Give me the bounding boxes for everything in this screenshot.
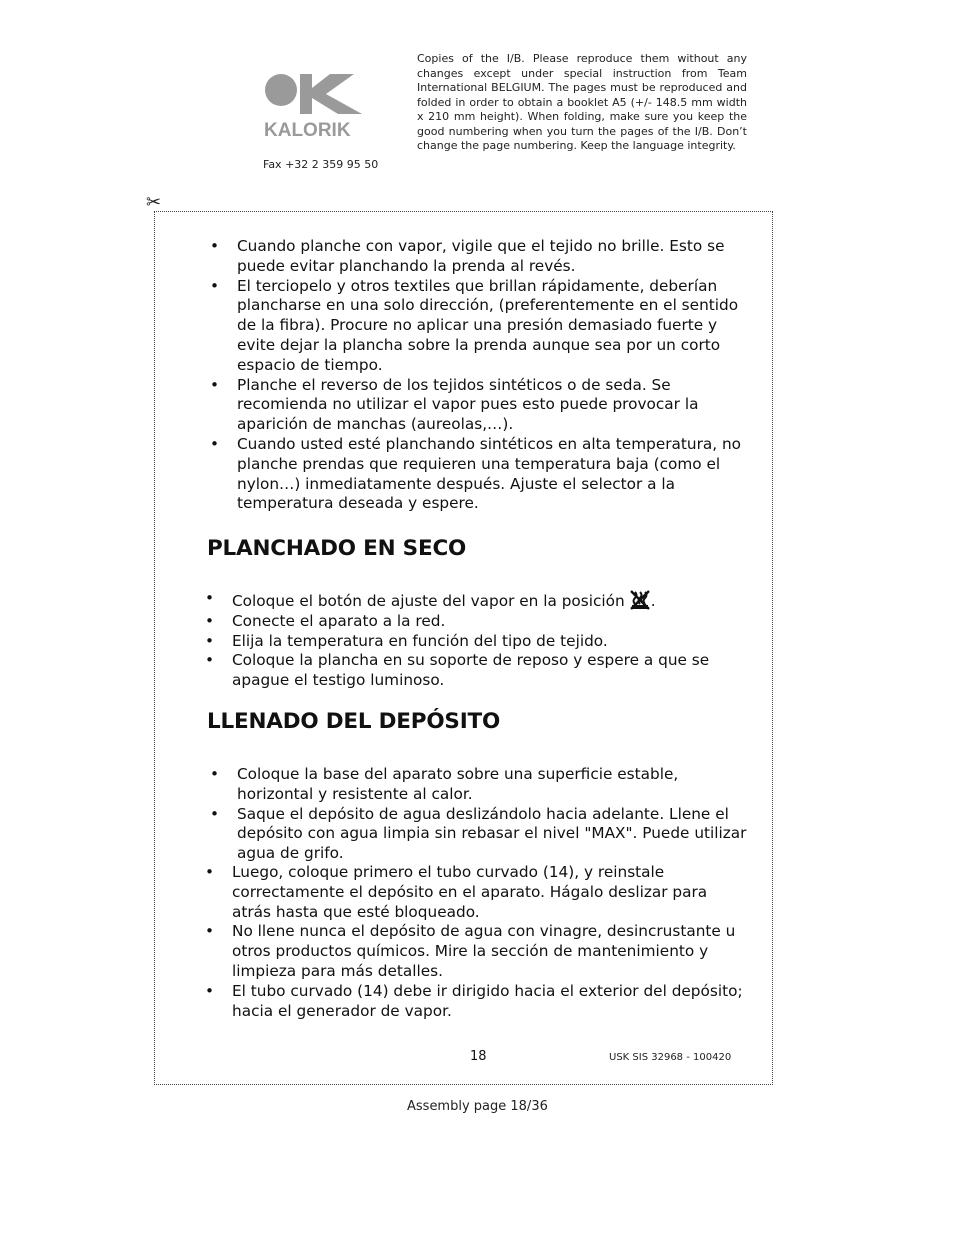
list-item [210,765,747,805]
bullet: • [210,765,220,783]
bullet: • [205,611,215,630]
bullet: • [210,434,220,453]
list-item [205,863,747,922]
list-item [210,276,747,376]
filling-tank-list-a [210,765,747,864]
list-item-text: Coloque la base del aparato sobre una superficie estable, horizontal y resistente al calor. [237,765,679,803]
list-item-text: El terciopelo y otros textiles que brillan rápidamente, deberían plancharse en una solo dirección, (preferentemente en el sentido de la fibra). Procure no aplicar una presión demasiado fuerte y evite dejar la plancha sobre la prenda aunque sea por un corto espacio de tiempo. [237,276,739,374]
list-item [210,237,747,277]
list-item-text: Coloque la plancha en su soporte de reposo y espere a que se apague el testigo luminoso. [232,651,710,690]
list-item-end: . [650,592,656,610]
list-item-text: Cuando usted esté planchando sintéticos en alta temperatura, no planche prendas que requieren una temperatura baja (como el nylon…) inmediatamente después. Ajuste el selector a la temperatura deseada y espere. [237,434,742,513]
ironing-tips-list [210,237,747,514]
page-number: 18 [470,1049,487,1064]
bullet: • [210,375,220,394]
bullet: • [205,589,215,607]
bullet: • [210,237,220,255]
list-item-text: Cuando planche con vapor, vigile que el tejido no brille. Esto se puede evitar planchando la prenda al revés. [237,237,725,275]
section-title-filling-tank: LLENADO DEL DEPÓSITO [207,709,501,734]
assembly-page-label: Assembly page 18/36 [407,1099,548,1114]
list-item [205,922,747,981]
bullet: • [205,981,215,1000]
list-item-text: Elija la temperatura en función del tipo de tejido. [232,631,608,650]
list-item-text: El tubo curvado (14) debe ir dirigido hacia el exterior del depósito; hacia el generador de vapor. [232,981,743,1020]
logo-wordmark: KALORIK [264,120,351,140]
dry-ironing-list [205,589,747,691]
filling-tank-list-b [205,863,747,1021]
reproduction-notice: Copies of the I/B. Please reproduce them without any changes except under special instruction from Team International BELGIUM. The pages must be reproduced and folded in order to obtain a booklet A5 (+/- 148.5 mm width x 210 mm height). When folding, make sure you keep the good numbering when you turn the pages of the I/B. Don’t change the page numbering. Keep the language integrity. [417,52,747,152]
bullet: • [205,863,215,881]
bullet: • [205,631,215,650]
bullet: • [210,276,220,295]
list-item [205,981,747,1022]
bullet: • [205,651,215,670]
document-reference: USK SIS 32968 - 100420 [609,1052,732,1063]
list-item [210,434,747,514]
section-title-dry-ironing: PLANCHADO EN SECO [207,536,467,561]
list-item-text: Conecte el aparato a la red. [232,611,446,630]
no-steam-icon [629,589,651,611]
kalorik-logo [262,70,370,140]
list-item [205,611,747,632]
list-item-text: Coloque el botón de ajuste del vapor en la posición [232,592,625,610]
list-item [210,375,747,435]
list-item-text: Saque el depósito de agua deslizándolo hacia adelante. Llene el depósito con agua limpia sin rebasar el nivel "MAX". Puede utilizar agua de grifo. [237,804,747,863]
list-item [205,631,747,652]
list-item-text: Planche el reverso de los tejidos sintéticos o de seda. Se recomienda no utilizar el vapor pues esto puede provocar la aparición de manchas (aureolas,…). [237,375,699,434]
list-item-text: Luego, coloque primero el tubo curvado (14), y reinstale correctamente el depósito en el aparato. Hágalo deslizar para atrás hasta que esté bloqueado. [232,863,708,921]
list-item [205,589,747,612]
scissors-icon: ✂ [146,192,162,213]
list-item [210,804,747,864]
list-item [205,651,747,691]
bullet: • [205,922,215,941]
fax-number: Fax +32 2 359 95 50 [263,158,379,171]
list-item-text: No llene nunca el depósito de agua con vinagre, desincrustante u otros productos químicos. Mire la sección de mantenimiento y limpieza para más detalles. [232,922,736,980]
bullet: • [210,804,220,823]
